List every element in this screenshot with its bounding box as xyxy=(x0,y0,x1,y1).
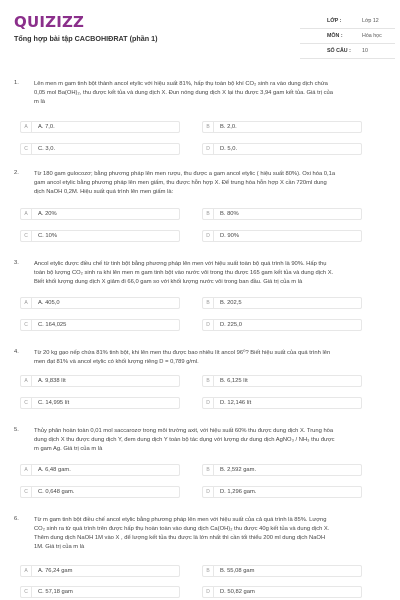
meta-value: Hóa học xyxy=(362,33,382,39)
option-d[interactable] xyxy=(202,230,362,242)
option-text: C. 14,995 lít xyxy=(38,400,70,406)
option-text: D. 1,296 gam. xyxy=(220,489,257,495)
option-text: C. 3,0. xyxy=(38,146,56,152)
meta-table xyxy=(300,14,395,59)
option-b[interactable] xyxy=(202,464,362,476)
option-letter: C xyxy=(21,231,32,241)
option-a[interactable] xyxy=(20,297,180,309)
option-text: A. 76,24 gam xyxy=(38,568,73,574)
option-letter: B xyxy=(203,298,214,308)
option-letter: B xyxy=(203,122,214,132)
option-text: A. 9,838 lít xyxy=(38,378,66,384)
question-line: m là xyxy=(34,99,45,105)
option-b[interactable] xyxy=(202,297,362,309)
option-letter: D xyxy=(203,587,214,597)
document-header xyxy=(0,0,400,62)
option-letter: B xyxy=(203,566,214,576)
option-d[interactable] xyxy=(202,143,362,155)
meta-row-class xyxy=(300,14,395,29)
page-title: Tổng hợp bài tập CACBOHIĐRAT (phần 1) xyxy=(14,34,158,43)
option-text: A. 7,0. xyxy=(38,124,55,130)
option-text: B. 55,08 gam xyxy=(220,568,255,574)
option-text: A. 20% xyxy=(38,211,57,217)
option-text: D. 12,146 lít xyxy=(220,400,252,406)
option-text: A. 405,0 xyxy=(38,300,60,306)
meta-key: SỐ CÂU : xyxy=(327,48,351,54)
question-line: 0,05 mol Ba(OH)₂, thu được kết tủa và dung dịch X. Đun nóng dung dịch X lại thu được 3,94 gam kết tủa. Giá trị của xyxy=(34,90,333,96)
question-line: men đạt 81% và ancol etylic có khối lượng riêng D = 0,789 g/ml. xyxy=(34,359,199,365)
option-d[interactable] xyxy=(202,486,362,498)
question-text xyxy=(34,349,386,367)
option-text: C. 164,025 xyxy=(38,322,67,328)
question-number: 2. xyxy=(14,170,19,176)
option-letter: A xyxy=(21,122,32,132)
option-letter: A xyxy=(21,298,32,308)
option-a[interactable] xyxy=(20,375,180,387)
option-letter: A xyxy=(21,566,32,576)
option-text: C. 0,648 gam. xyxy=(38,489,75,495)
option-c[interactable] xyxy=(20,143,180,155)
question-line: gam ancol etylic bằng phương pháp lên men giấm, thu được hỗn hợp X. Để trung hòa hỗn hợp X cần 720ml dung xyxy=(34,180,327,186)
option-c[interactable] xyxy=(20,230,180,242)
option-text: B. 80% xyxy=(220,211,239,217)
option-text: C. 57,18 gam xyxy=(38,589,73,595)
option-letter: C xyxy=(21,587,32,597)
meta-value: Lớp 12 xyxy=(362,18,379,24)
question-line: Thủy phân hoàn toàn 0,01 mol saccarozơ trong môi trường axit, với hiệu suất 60% thu được dung dịch X. Trung hòa xyxy=(34,428,334,434)
option-a[interactable] xyxy=(20,121,180,133)
option-text: C. 10% xyxy=(38,233,58,239)
question-text xyxy=(34,516,386,552)
meta-key: MÔN : xyxy=(327,33,343,39)
option-b[interactable] xyxy=(202,121,362,133)
option-letter: D xyxy=(203,231,214,241)
option-letter: D xyxy=(203,487,214,497)
question-text xyxy=(34,427,386,454)
option-a[interactable] xyxy=(20,464,180,476)
option-b[interactable] xyxy=(202,565,362,577)
option-letter: A xyxy=(21,465,32,475)
question-line: Ancol etylic được điều chế từ tinh bột bằng phương pháp lên men với hiệu suất toàn bộ quá trình là 90%. Hấp thụ xyxy=(34,261,327,267)
option-text: D. 90% xyxy=(220,233,240,239)
question-line: Từ 20 kg gạo nếp chứa 81% tinh bột, khi lên men thu được bao nhiêu lít ancol 96⁰? Biết hiệu suất của quá trình lên xyxy=(34,350,331,356)
option-text: A. 6,48 gam. xyxy=(38,467,71,473)
option-letter: A xyxy=(21,209,32,219)
meta-row-subject xyxy=(300,29,395,44)
option-letter: B xyxy=(203,209,214,219)
question-line: dịch NaOH 0,2M. Hiệu suất quá trình lên men giấm là: xyxy=(34,189,174,195)
option-letter: C xyxy=(21,487,32,497)
meta-row-count xyxy=(300,44,395,59)
option-letter: B xyxy=(203,376,214,386)
option-c[interactable] xyxy=(20,486,180,498)
option-letter: D xyxy=(203,398,214,408)
question-number: 3. xyxy=(14,260,19,266)
option-c[interactable] xyxy=(20,319,180,331)
question-line: Thêm dung dịch NaOH 1M vào X , để lượng kết tủa thu được là lớn nhất thì cần tối thiểu 200 ml dung dịch NaOH xyxy=(34,535,326,541)
question-line: Lên men m gam tinh bột thành ancol etylic với hiệu suất 81%, hấp thụ toàn bộ khí CO₂ sinh ra vào dung dịch chứa xyxy=(34,81,328,87)
option-c[interactable] xyxy=(20,397,180,409)
option-letter: D xyxy=(203,144,214,154)
question-number: 1. xyxy=(14,80,19,86)
option-text: B. 2,0. xyxy=(220,124,237,130)
meta-value: 10 xyxy=(362,48,368,54)
question-line: dung dịch X thu được dung dịch Y, đem dung dịch Y toàn bộ tác dụng với lượng dư dung dịch AgNO₃ / NH₃ thu được xyxy=(34,437,335,443)
option-letter: B xyxy=(203,465,214,475)
option-b[interactable] xyxy=(202,375,362,387)
option-text: B. 2,592 gam. xyxy=(220,467,257,473)
option-d[interactable] xyxy=(202,586,362,598)
option-a[interactable] xyxy=(20,208,180,220)
question-line: CO₂ sinh ra từ quá trình trên được hấp thụ hoàn toàn vào dung dịch Ca(OH)₂ thu được 40g kết tủa và dung dịch X. xyxy=(34,526,330,532)
option-c[interactable] xyxy=(20,586,180,598)
question-text xyxy=(34,170,386,197)
option-letter: C xyxy=(21,398,32,408)
question-line: Từ m gam tinh bột điều chế ancol etylic bằng phương pháp lên men với hiệu suất của cả quá trình là 85%. Lượng xyxy=(34,517,327,523)
option-text: B. 6,125 lít xyxy=(220,378,248,384)
question-number: 4. xyxy=(14,349,19,355)
question-line: m gam Ag. Giá trị của m là xyxy=(34,446,103,452)
question-text xyxy=(34,260,386,287)
option-letter: D xyxy=(203,320,214,330)
question-text xyxy=(34,80,386,107)
question-line: 1M. Giá trị của m là xyxy=(34,544,85,550)
question-line: Từ 180 gam gulocozơ; bằng phương pháp lên men rượu, thu được a gam ancol etylic ( hiệu suất 80%). Oxi hóa 0,1a xyxy=(34,171,336,177)
option-text: B. 202,5 xyxy=(220,300,242,306)
quizizz-logo: QUIZIZZ xyxy=(14,13,85,31)
option-letter: C xyxy=(21,144,32,154)
option-text: D. 50,82 gam xyxy=(220,589,255,595)
meta-key: LỚP : xyxy=(327,18,342,24)
question-line: Biết khối lượng dung dịch X giảm đi 66,0 gam so với khối lượng nước vôi trong ban đầu. Giá trị của m là xyxy=(34,279,303,285)
question-number: 6. xyxy=(14,516,19,522)
option-b[interactable] xyxy=(202,208,362,220)
option-d[interactable] xyxy=(202,397,362,409)
option-letter: A xyxy=(21,376,32,386)
option-d[interactable] xyxy=(202,319,362,331)
option-a[interactable] xyxy=(20,565,180,577)
option-letter: C xyxy=(21,320,32,330)
option-text: D. 225,0 xyxy=(220,322,242,328)
option-text: D. 5,0. xyxy=(220,146,238,152)
question-number: 5. xyxy=(14,427,19,433)
question-line: toàn bộ lượng CO₂ sinh ra khi lên men m gam tinh bột vào nước vôi trong thu được 165 gam kết tủa và dung dịch X. xyxy=(34,270,334,276)
